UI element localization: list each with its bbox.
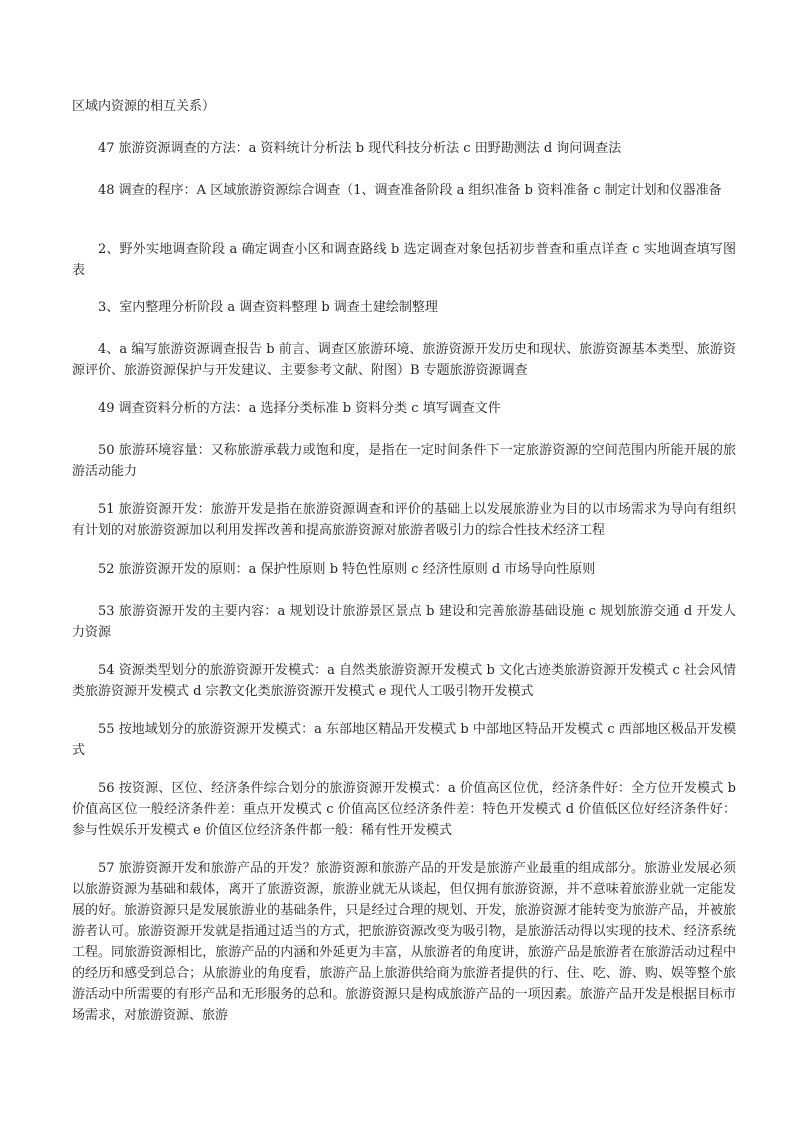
paragraph-item-50: 50 旅游环境容量：又称旅游承载力或饱和度，是指在一定时间条件下一定旅游资源的空间范围内所能开展的旅游活动能力 (72, 443, 736, 479)
paragraph-step-4: 4、a 编写旅游资源调查报告 b 前言、调查区旅游环境、旅游资源开发历史和现状、旅游资源基本类型、旅游资源评价、旅游资源保护与开发建议、主要参考文献、附图）B 专题旅游资源调查 (72, 342, 736, 378)
paragraph-item-47: 47 旅游资源调查的方法：a 资料统计分析法 b 现代科技分析法 c 田野勘测法 d 询问调查法 (98, 141, 622, 156)
paragraph-item-57: 57 旅游资源开发和旅游产品的开发？旅游资源和旅游产品的开发是旅游产业最重的组成部分。旅游业发展必须以旅游资源为基础和载体，离开了旅游资源，旅游业就无从谈起，但仅拥有旅游资源，并不意味着旅游业就一定能发展的好。旅游资源只是发展旅游业的基础条件，只是经过合理的规划、开发，旅游资源才能转变为旅游产品，并被旅游者认可。旅游资源开发就是指通过适当的方式，把旅游资源改变为吸引物，是旅游活动得以实现的技术、经济系统工程。同旅游资源相比，旅游产品的内涵和外延更为丰富，从旅游者的角度讲，旅游产品是旅游者在旅游活动过程中的经历和感受到总合；从旅游业的角度看，旅游产品上旅游供给商为旅游者提供的行、住、吃、游、购、娱等整个旅游活动中所需要的有形产品和无形服务的总和。旅游资源只是构成旅游产品的一项因素。旅游产品开发是根据目标市场需求，对旅游资源、旅游 (72, 861, 736, 1023)
paragraph-item-54: 54 资源类型划分的旅游资源开发模式：a 自然类旅游资源开发模式 b 文化古迹类旅游资源开发模式 c 社会风情类旅游资源开发模式 d 宗教文化类旅游资源开发模式 e 现代人工吸引物开发模式 (72, 663, 736, 699)
paragraph-item-53: 53 旅游资源开发的主要内容：a 规划设计旅游景区景点 b 建设和完善旅游基础设施 c 规划旅游交通 d 开发人力资源 (72, 604, 736, 640)
paragraph-item-55: 55 按地域划分的旅游资源开发模式：a 东部地区精品开发模式 b 中部地区特品开发模式 c 西部地区极品开发模式 (72, 722, 736, 758)
paragraph-step-2: 2、野外实地调查阶段 a 确定调查小区和调查路线 b 选定调查对象包括初步普查和重点详查 c 实地调查填写图表 (72, 242, 736, 278)
paragraph-continuation: 区域内资源的相互关系） (72, 99, 216, 114)
paragraph-item-49: 49 调查资料分析的方法：a 选择分类标准 b 资料分类 c 填写调查文件 (98, 401, 501, 416)
paragraph-item-56: 56 按资源、区位、经济条件综合划分的旅游资源开发模式：a 价值高区位优，经济条件好：全方位开发模式 b 价值高区位一般经济条件差：重点开发模式 c 价值高区位经济条件差：特色开发模式 d 价值低区位好经济条件好：参与性娱乐开发模式 e 价值区位经济条件都一般：稀有性开发模式 (72, 781, 736, 838)
paragraph-item-52: 52 旅游资源开发的原则：a 保护性原则 b 特色性原则 c 经济性原则 d 市场导向性原则 (98, 562, 596, 577)
paragraph-item-51: 51 旅游资源开发：旅游开发是指在旅游资源调查和评价的基础上以发展旅游业为目的以市场需求为导向有组织有计划的对旅游资源加以利用发挥改善和提高旅游资源对旅游者吸引力的综合性技术经济工程 (72, 502, 736, 538)
paragraph-step-3: 3、室内整理分析阶段 a 调查资料整理 b 调查土建绘制整理 (98, 300, 438, 315)
paragraph-item-48: 48 调查的程序：A 区域旅游资源综合调查（1、调查准备阶段 a 组织准备 b 资料准备 c 制定计划和仪器准备 (98, 183, 722, 198)
